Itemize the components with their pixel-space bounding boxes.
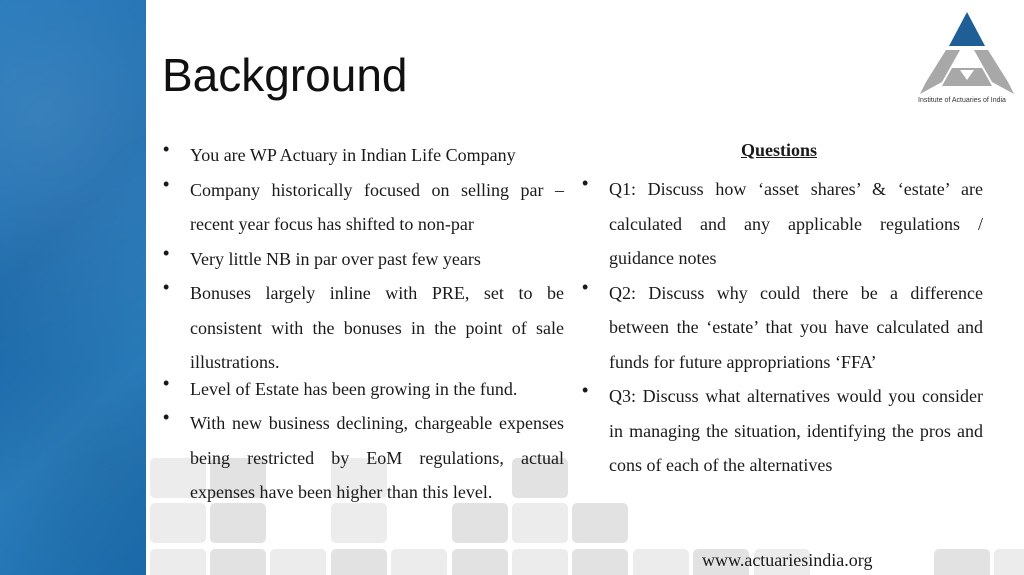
tile <box>572 549 628 575</box>
institute-logo-icon <box>918 10 1016 110</box>
tile <box>150 549 206 575</box>
background-bullet-list <box>190 138 564 510</box>
bullet-item: • You are WP Actuary in Indian Life Company <box>190 138 564 173</box>
tile <box>572 503 628 543</box>
tile <box>391 549 447 575</box>
side-band <box>0 0 146 575</box>
bullet-item: • Company historically focused on selling par – recent year focus has shifted to non-par <box>190 173 564 242</box>
slide-title: Background <box>162 49 408 101</box>
tile <box>270 549 326 575</box>
tile <box>633 549 689 575</box>
bullet-item: • With new business declining, chargeable expenses being restricted by EoM regulations, actual expenses have been higher than this level. <box>190 406 564 510</box>
footer-url: www.actuariesindia.org <box>702 550 873 570</box>
tile <box>994 549 1024 575</box>
bullet-item: • Level of Estate has been growing in the fund. <box>190 372 564 407</box>
tile <box>331 549 387 575</box>
bullet-item: • Bonuses largely inline with PRE, set to be consistent with the bonuses in the point of sale illustrations. <box>190 276 564 380</box>
logo-caption: Institute of Actuaries of India <box>918 97 1006 104</box>
bullet-item: • Very little NB in par over past few years <box>190 242 564 277</box>
tile <box>210 549 266 575</box>
tile <box>934 549 990 575</box>
question-item: • Q3: Discuss what alternatives would you consider in managing the situation, identifying the pros and cons of each of the alternatives <box>609 379 983 483</box>
question-item: • Q2: Discuss why could there be a difference between the ‘estate’ that you have calculated and funds for future appropriations ‘FFA’ <box>609 276 983 380</box>
questions-list <box>609 172 983 483</box>
question-item: • Q1: Discuss how ‘asset shares’ & ‘estate’ are calculated and any applicable regulations / guidance notes <box>609 172 983 276</box>
tile <box>452 549 508 575</box>
questions-heading: Questions <box>741 140 818 160</box>
tile <box>512 549 568 575</box>
